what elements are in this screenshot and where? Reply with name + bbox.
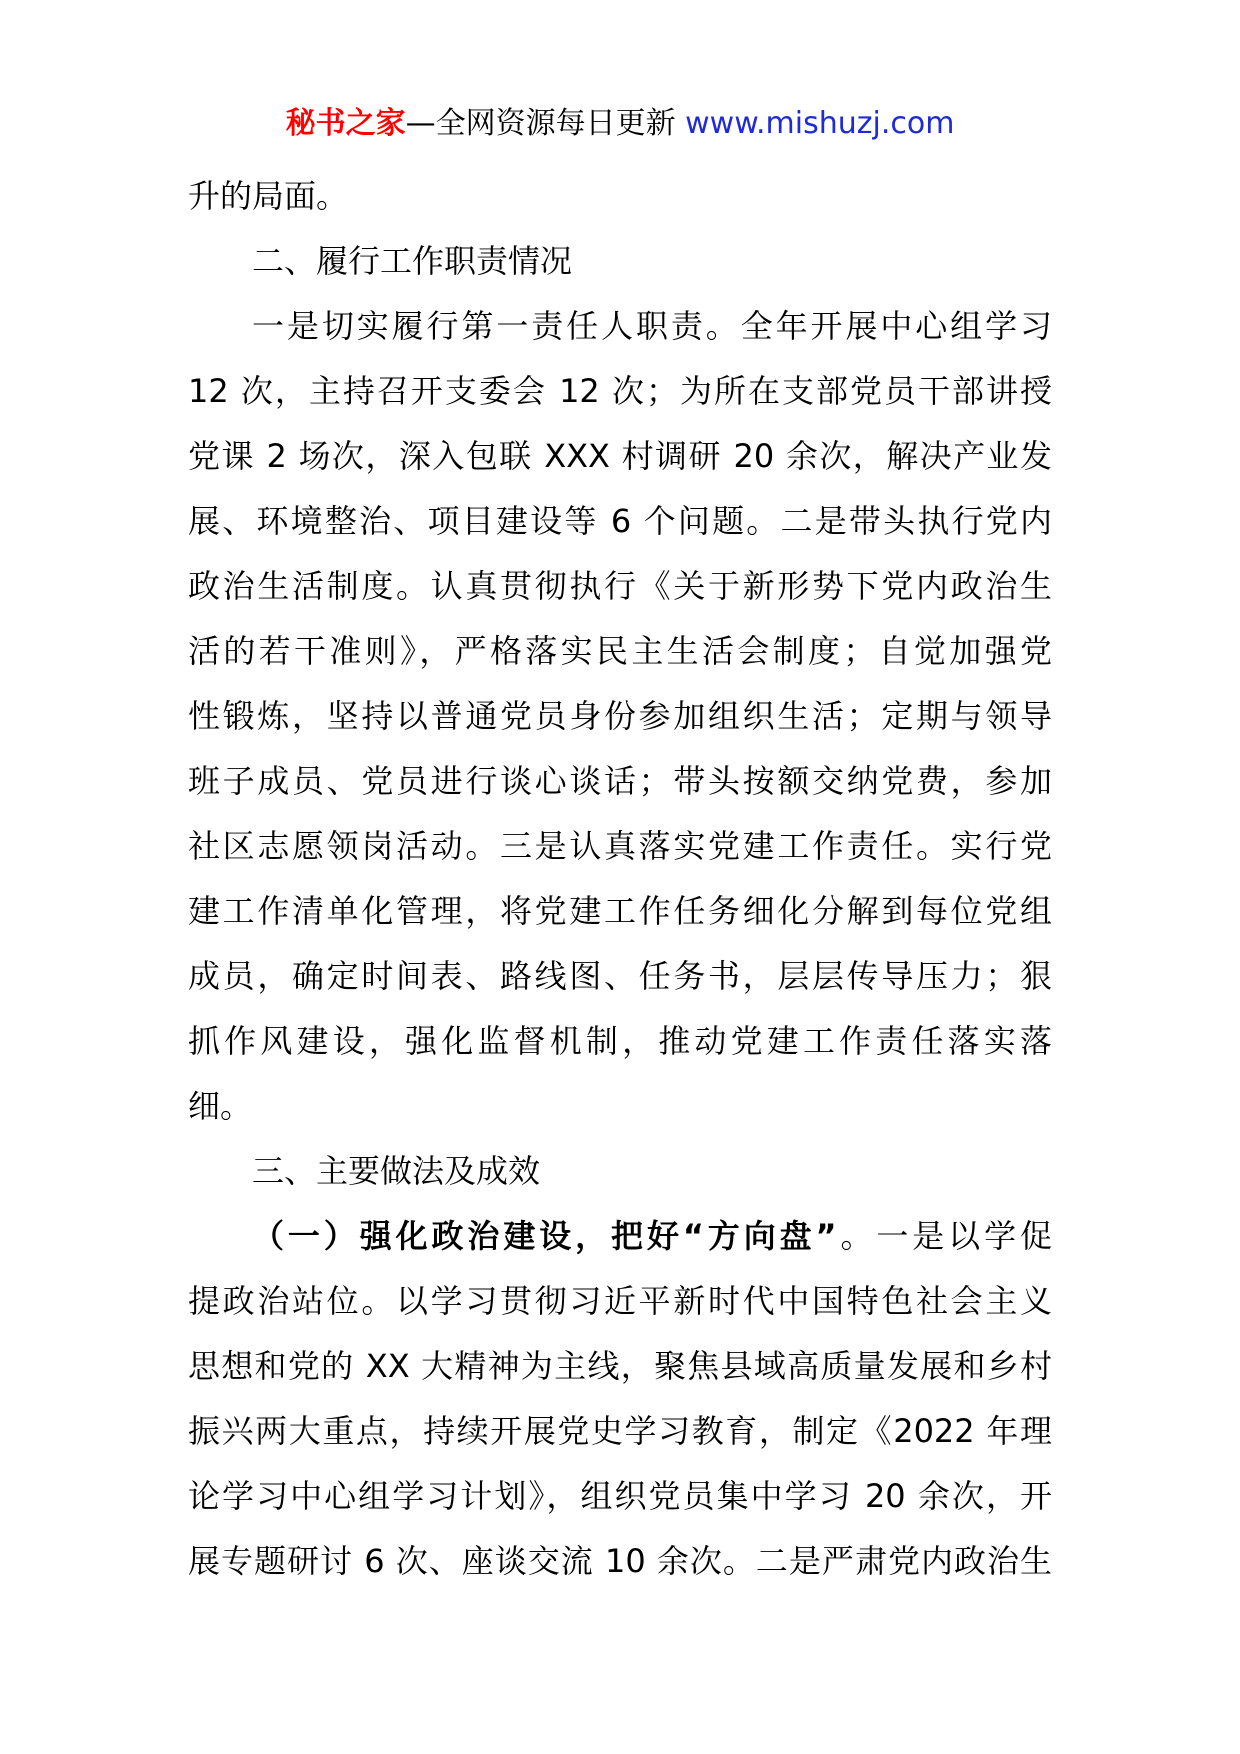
paragraph-line: 社区志愿领岗活动。三是认真落实党建工作责任。实行党 [188, 827, 1052, 865]
document-body [188, 164, 1052, 1594]
paragraph-line: 班子成员、党员进行谈心谈话；带头按额交纳党费，参加 [188, 762, 1052, 800]
paragraph-line: 政治生活制度。认真贯彻执行《关于新形势下党内政治生 [188, 567, 1052, 605]
page-header [0, 104, 1240, 144]
paragraph-line: 活的若干准则》，严格落实民主生活会制度；自觉加强党 [188, 632, 1052, 670]
paragraph-line: 论学习中心组学习计划》，组织党员集中学习 20 余次，开 [188, 1477, 1052, 1515]
subsection-line-rest: 。一是以学促 [836, 1217, 1052, 1255]
paragraph-line: 成员，确定时间表、路线图、任务书，层层传导压力；狠 [188, 957, 1052, 995]
header-site-link[interactable]: www.mishuzj.com [685, 106, 955, 141]
paragraph-line: 展专题研讨 6 次、座谈交流 10 余次。二是严肃党内政治生 [188, 1542, 1052, 1580]
subsection-line [188, 1204, 1052, 1269]
paragraph-line: 一是切实履行第一责任人职责。全年开展中心组学习 [252, 307, 1052, 345]
paragraph-line: 抓作风建设，强化监督机制，推动党建工作责任落实落 [188, 1022, 1052, 1060]
paragraph-line: 展、环境整治、项目建设等 6 个问题。二是带头执行党内 [188, 502, 1052, 540]
paragraph-line: 党课 2 场次，深入包联 XXX 村调研 20 余次，解决产业发 [188, 437, 1052, 475]
header-tagline: —全网资源每日更新 [405, 106, 676, 141]
paragraph-line: 升的局面。 [188, 177, 349, 215]
paragraph-line: 思想和党的 XX 大精神为主线，聚焦县域高质量发展和乡村 [188, 1347, 1052, 1385]
section-heading: 三、主要做法及成效 [252, 1152, 541, 1190]
paragraph-line: 细。 [188, 1087, 253, 1125]
section-heading: 二、履行工作职责情况 [252, 242, 573, 280]
paragraph-line: 12 次，主持召开支委会 12 次；为所在支部党员干部讲授 [188, 372, 1052, 410]
paragraph-line: 振兴两大重点，持续开展党史学习教育，制定《2022 年理 [188, 1412, 1052, 1450]
header-brand: 秘书之家 [285, 106, 406, 141]
paragraph-line: 提政治站位。以学习贯彻习近平新时代中国特色社会主义 [188, 1282, 1052, 1320]
paragraph-line: 建工作清单化管理，将党建工作任务细化分解到每位党组 [188, 892, 1052, 930]
subsection-heading: （一）强化政治建设，把好“方向盘” [252, 1217, 837, 1255]
paragraph-line: 性锻炼，坚持以普通党员身份参加组织生活；定期与领导 [188, 697, 1052, 735]
